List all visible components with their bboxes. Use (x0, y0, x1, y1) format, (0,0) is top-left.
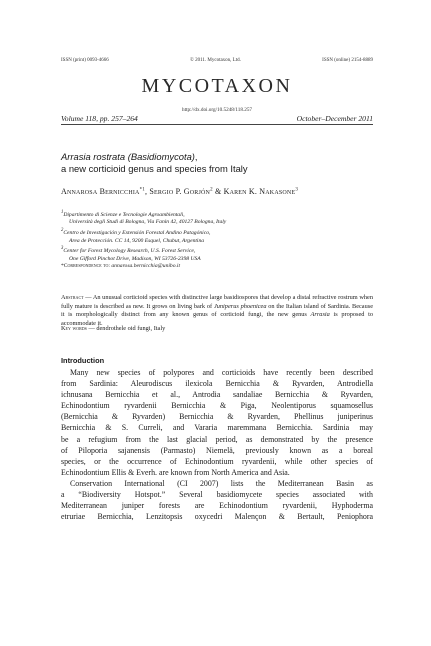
affiliation-1 (61, 209, 373, 219)
affiliation-1-line-2: Università degli Studi di Bologna, Via Fanin 42, 40127 Bologna, Italy (69, 219, 227, 226)
author-sep-1: , (145, 187, 150, 196)
abstract-line-5: accommodate it. (61, 319, 103, 327)
correspondence-label: *Correspondence to: (61, 263, 112, 270)
abstract-line-3c: on the Italian island of Sardinia. Because it is morphologically (61, 302, 373, 318)
keywords (61, 325, 373, 332)
affiliation-1-sup: 1 (61, 210, 64, 215)
body-line: Many new species of polypores and corticioids have recently been described (70, 368, 373, 377)
body-line: be a refugium from the last glacial period, as demonstrated by the presence (61, 434, 373, 444)
volume-pages: Volume 118, pp. 257–264 (61, 114, 138, 123)
journal-name: MYCOTAXON (141, 75, 293, 97)
abstract-line-2: a distal refractive rostrum when fully mature is described as new. It grows on living bark (61, 294, 373, 310)
abstract-host: Juniperus phoenicea (213, 302, 267, 310)
abstract-label: Abstract (61, 294, 84, 301)
affiliation-3 (61, 245, 373, 255)
volume-row (61, 114, 373, 125)
affiliation-3-sup: 3 (61, 246, 64, 252)
keywords-text: — dendrothele oid fungi, Italy (86, 325, 166, 332)
body-line: of Piloporia sajanensis (Parmasto) Niemelä, previously known as a boreal (61, 445, 373, 455)
abstract-line-1: An unusual corticioid species with distinctive large basidiospores that develop (92, 294, 291, 301)
body-line: (Bernicchia & Ryvarden) Bernicchia & Ryvarden, Phellinus juniperinus (61, 412, 373, 422)
correspondence (61, 263, 373, 271)
author-3: Karen K. Nakasone (223, 187, 296, 196)
body-line: Echinodontium ryvardenii Bernicchia & Piga, Neolentiporus squamosellus (61, 401, 373, 411)
header-meta-row (61, 58, 373, 63)
body-line: Conservation International (CI 2007) lists the Mediterranean Basin as (70, 478, 373, 488)
author-2: Sergio P. Gorjón (149, 187, 211, 196)
body-line: Echinodontium Ellis & Everh. are known from North America and Asia. (61, 467, 290, 477)
title-line-1 (61, 151, 373, 163)
introduction-body (61, 367, 373, 522)
abstract-line-4a: distinct from any known genus of corticioid fungi, the new genus (121, 311, 311, 318)
author-list (61, 187, 373, 196)
affiliation-2-sup: 2 (61, 228, 64, 234)
copyright: © 2011. Mycotaxon, Ltd. (190, 58, 241, 63)
correspondence-email[interactable]: annarosa.bernicchia@unibo.it (111, 263, 181, 270)
title-line-2: a new corticioid genus and species from Italy (61, 163, 248, 174)
issn-online: ISSN (online) 2154-8889 (322, 58, 373, 63)
affiliations (61, 209, 373, 271)
section-heading-introduction: Introduction (61, 356, 105, 365)
author-sep-2: & (212, 187, 224, 196)
affiliation-3-line-1: Center for Forest Mycology Research, U.S. Forest Service, (63, 247, 196, 254)
issn-print: ISSN (print) 0093-4666 (61, 58, 109, 63)
abstract-genus: Arrasia (310, 311, 330, 318)
title-comma: , (194, 151, 198, 162)
body-line: Mediterranean juniper forests are Echinodontium ryvardenii, Hyphoderma (61, 501, 373, 511)
affiliation-2-line-1: Centro de Investigación y Extensión Forestal Andino Patagónico, (63, 229, 211, 236)
affiliation-1-line-1: Dipartimento di Scienze e Tecnologie Agroambientali, (63, 211, 185, 218)
title-paren: (Basidiomycota) (127, 151, 195, 162)
keywords-label: Key words (61, 325, 87, 332)
body-line: from Sardinia: Aleurodiscus ilexicola Bernicchia & Ryvarden, Antrodiella (61, 379, 373, 389)
doi-link[interactable]: http://dx.doi.org/10.5248/118.257 (181, 107, 253, 113)
body-line: species, or the occurrence of Echinodontium ryvardenii, while other species of (61, 456, 373, 466)
author-2-sup: 2 (210, 187, 213, 193)
affiliation-2 (61, 227, 373, 237)
author-1: Annarosa Bernicchia (61, 187, 140, 196)
body-line: ichnusana Bernicchia et al., Antrodia sandaliae Bernicchia & Ryvarden, (61, 390, 373, 400)
author-1-sup: *1 (139, 187, 145, 193)
body-line: a “Biodiversity Hotspot.” Several basidiomycete species associated with (61, 490, 373, 500)
abstract (61, 294, 373, 328)
abstract-line-4c: is proposed to (329, 311, 373, 318)
author-3-sup: 3 (295, 187, 299, 193)
affiliation-2-line-2: Area de Protección. CC 14, 9200 Esquel, Chubut, Argentina (69, 237, 205, 244)
article-title (61, 151, 373, 175)
affiliation-3-line-2: One Gifford Pinchot Drive, Madison, WI 53726-2398 USA (69, 255, 201, 262)
title-genus: Arrasia rostrata (61, 151, 126, 162)
body-line: etruriae Bernicchia, Lenzitopsis oxycedri Malençon & Bertault, Peniophora (61, 512, 373, 522)
abstract-line-3a: of (206, 302, 214, 310)
abstract-dash: — (83, 294, 93, 301)
issue-date: October–December 2011 (296, 114, 373, 123)
body-line: Bernicchia & S. Curreli, and Vararia maremmana Bernicchia. Sardinia may (61, 423, 373, 433)
